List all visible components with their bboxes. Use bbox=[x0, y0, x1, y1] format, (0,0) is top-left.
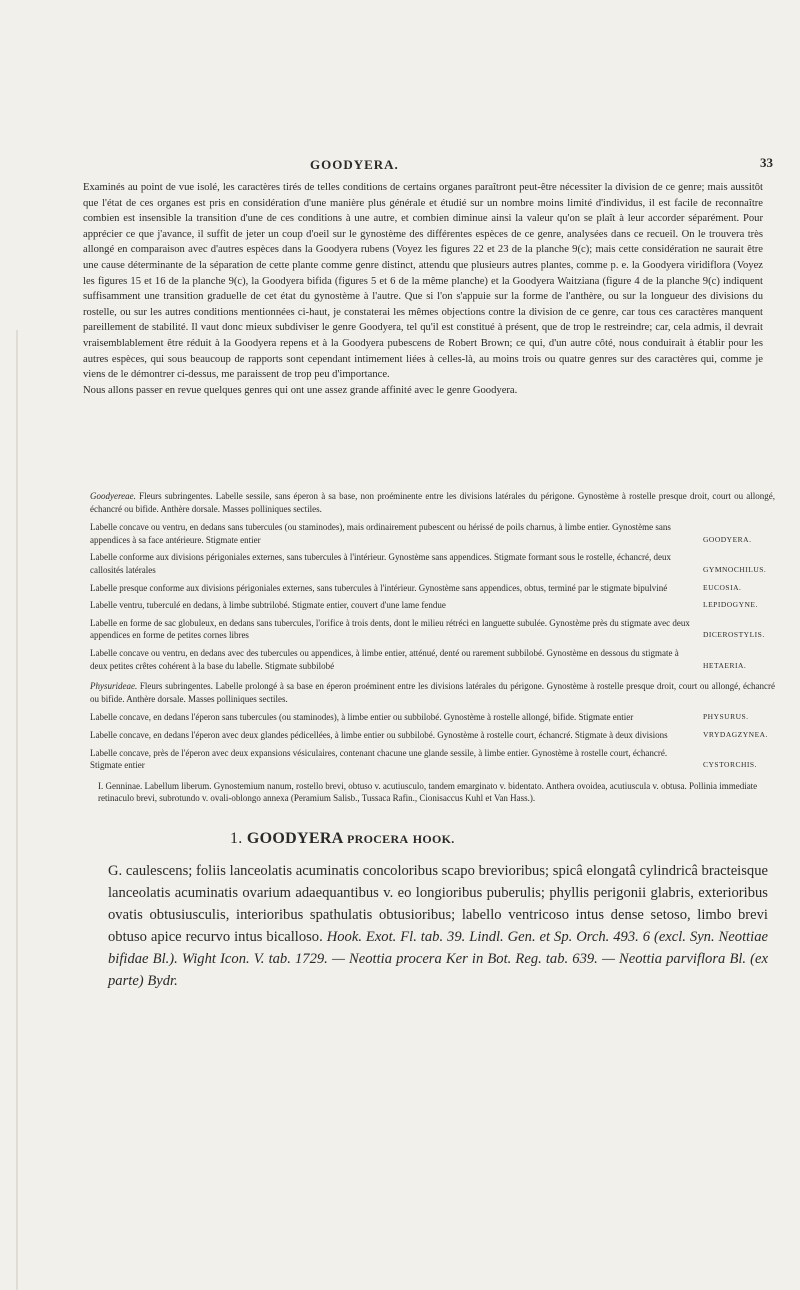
key-entry-text: Labelle conforme aux divisions périgoniales externes, sans tubercules à l'intérieur. Gynostème sans appendices. Stigmate formant sous le rostelle, échancré, deux callosités latérales bbox=[90, 552, 671, 575]
species-heading bbox=[230, 830, 455, 848]
key-entry-genus: PHYSURUS. bbox=[703, 712, 749, 722]
key-entry bbox=[90, 747, 775, 772]
key-entry bbox=[90, 711, 775, 724]
key-entry-text: Labelle en forme de sac globuleux, en dedans sans tubercules, l'orifice à trois dents, dont le milieu rétréci en languette subulée. Gynostème près du stigmate avec deux appendices en forme de petites cornes libres bbox=[90, 617, 690, 641]
intro-section bbox=[83, 180, 763, 398]
group-goodyereae bbox=[90, 490, 775, 515]
key-entry-text: Labelle concave ou ventru, en dedans avec des tubercules ou appendices, à limbe entier, atténué, denté ou rarement subbilobé. Gynostème en dessous du stigmate à deux petites crêtes cohérent à la base du labelle. Stigmate subbilobé bbox=[90, 647, 679, 671]
key-entry bbox=[90, 729, 775, 742]
page-number: 33 bbox=[760, 155, 773, 170]
key-entry bbox=[90, 551, 775, 576]
key-entry-text: Labelle presque conforme aux divisions périgoniales externes, sans tubercules à l'intérieur. Gynostème sans appendices, obtus, terminé par le stigmate bipulviné bbox=[90, 582, 668, 593]
key-entry-text: Labelle ventru, tuberculé en dedans, à limbe subtrilobé. Stigmate entier, couvert d'une lame fendue bbox=[90, 600, 446, 611]
intro-paragraph-1: Examinés au point de vue isolé, les caractères tirés de telles conditions de certains organes paraîtront peut-être nécessiter la division de ce genre; mais aussitôt que l'état de ces organes est pris en considération d'une manière plus générale et étudié sur un nombre moins limité d'individus, il est facile de reconnaître combien est insensible la transition d'une de ces conditions à une autre, et combien diminue ainsi la valeur qu'on se plaît à leur accorder séparément. Pour apprécier ce que j'avance, il suffit de jeter un coup d'oeil sur le gynostème des différentes espèces de ce genre, analysées dans ce recueil. On le trouvera très allongé en comparaison avec d'autres espèces dans la Goodyera rubens (Voyez les figures 22 et 23 de la planche 9(c); mais cette considération ne saurait être une cause déterminante de la séparation de cette plante comme genre distinct, attendu que plusieurs autres plantes, comme p. e. la Goodyera viridiflora (Voyez les figures 15 et 16 de la planche 9(c), la Goodyera bifida (figures 5 et 6 de la même planche) et la Goodyera Waitziana (figure 4 de la planche 9(c) indiquent suffisamment une transition graduelle de cet état du gynostème à l'autre. Que si l'on s'appuie sur la forme de l'anthère, ou sur la longueur des divisions du rostelle, ou sur les autres conditions mentionnées ci-haut, je constaterai les mêmes objections contre la division de ce genre, car tous ces caractères manquent pareillement de stabilité. Il vaut donc mieux subdiviser le genre Goodyera, tel qu'il est constitué à présent, que de trop le restreindre; car, cela admis, il devrait vraisemblablement être réduit à la Goodyera repens et à la Goodyera pubescens de Robert Brown; ce qui, d'un autre côté, nous conduirait à établir pour les autres espèces, qui sous beaucoup de rapports sont cependant intimement liées à celles-là, au moins trois ou quatre genres sur des caractères qui, comme je viens de le démontrer ci-dessus, me paraissent de trop peu d'importance. bbox=[83, 182, 763, 381]
intro-paragraph-2: Nous allons passer en revue quelques genres qui ont une assez grande affinité avec le genre Goodyera. bbox=[83, 384, 518, 396]
group-physurideae bbox=[90, 680, 775, 705]
key-entry-genus: DICEROSTYLIS. bbox=[703, 630, 765, 640]
key-entry-text: Labelle concave, en dedans l'éperon sans tubercules (ou staminodes), à limbe entier ou subbilobé. Gynostème à rostelle allongé, bifide. Stigmate entier bbox=[90, 712, 634, 723]
group-name: Goodyereae. bbox=[90, 491, 136, 501]
key-entry bbox=[90, 582, 775, 595]
key-entry-text: Labelle concave, en dedans l'éperon avec deux glandes pédicellées, à limbe entier ou subbilobé. Gynostème à rostelle court, échancré. Stigmate à deux divisions bbox=[90, 729, 668, 740]
key-entry bbox=[90, 521, 775, 546]
key-entry-text: Labelle concave ou ventru, en dedans sans tubercules (ou staminodes), mais ordinairement pubescent ou hérissé de poils charnus, à limbe entier. Gynostème sans appendices à sa face antérieure. Stigmate entier bbox=[90, 522, 671, 545]
group-description: Fleurs subringentes. Labelle prolongé à sa base en éperon proéminent entre les divisions latérales du périgone. Gynostème à rostelle presque droit, court ou allongé, échancré ou bifide. Anthère dorsale. Masses polliniques sectiles. bbox=[90, 681, 775, 704]
key-entry-genus: VRYDAGZYNEA. bbox=[703, 729, 768, 739]
running-header: GOODYERA. bbox=[310, 157, 399, 172]
group-name: Physurideae. bbox=[90, 681, 138, 692]
page-edge-line bbox=[16, 330, 18, 1290]
diagnosis-references: Hook. Exot. Fl. tab. 39. Lindl. Gen. et Sp. Orch. 493. 6 (excl. Syn. Neottiae bifidae Bl.). Wight Icon. V. tab. 1729. — Neottia procera Ker in Bot. Reg. tab. 639. — Neottia parviflora Bl. (ex parte) Bydr. bbox=[108, 929, 769, 989]
key-entry-genus: GYMNOCHILUS. bbox=[703, 564, 767, 574]
species-genus: GOODYERA bbox=[246, 830, 343, 847]
diagnosis-text: G. caulescens; foliis lanceolatis acuminatis concoloribus scapo brevioribus; spicâ elongatâ cylindricâ bracteisque lanceolatis acuminatis ovarium adaequantibus v. eo longioribus puberulis; phyllis perigonii glabris, exterioribus ovatis obtusiusculis, interioribus spathulatis obtusioribus; labello ventricoso intus dense setoso, limbo brevi obtuso apice recurvo intus bicalloso. bbox=[108, 863, 768, 945]
key-entry-text: Labelle concave, près de l'éperon avec deux expansions vésiculaires, contenant chacune une glande sessile, à limbe entier. Gynostème à rostelle court, échancré. Stigmate entier bbox=[90, 747, 668, 771]
key-entry-genus: CYSTORCHIS. bbox=[703, 760, 757, 770]
species-author: HOOK. bbox=[412, 832, 455, 846]
key-entry bbox=[90, 599, 775, 612]
key-entry-genus: HETAERIA. bbox=[703, 660, 747, 670]
species-epithet: PROCERA bbox=[346, 832, 409, 846]
key-entry-genus: GOODYERA. bbox=[703, 534, 752, 544]
key-entry bbox=[90, 647, 775, 672]
key-entry-genus: EUCOSIA. bbox=[703, 582, 742, 592]
key-entry bbox=[90, 617, 775, 642]
group-description: Fleurs subringentes. Labelle sessile, sans éperon à sa base, non proéminente entre les divisions latérales du périgone. Gynostème à rostelle presque droit, court ou allongé, échancré ou bifide. Anthère dorsale. Masses polliniques sectiles. bbox=[90, 491, 775, 514]
species-diagnosis bbox=[108, 860, 768, 992]
section-note: I. Genninae. Labellum liberum. Gynostemium nanum, rostello brevi, obtuso v. acutiusculo, tandem emarginato v. bidentato. Anthera ovoidea, acutiuscula v. obtusa. Pollinia immediate retinaculo brevi, subrotundo v. ovali-oblongo annexa (Peramium Salisb., Tussaca Rafin., Cionisaccus Kuhl et Van Hass.). bbox=[98, 780, 758, 804]
genus-key bbox=[90, 490, 775, 805]
key-entry-genus: LEPIDOGYNE. bbox=[703, 600, 758, 610]
species-number: 1. bbox=[230, 830, 243, 847]
